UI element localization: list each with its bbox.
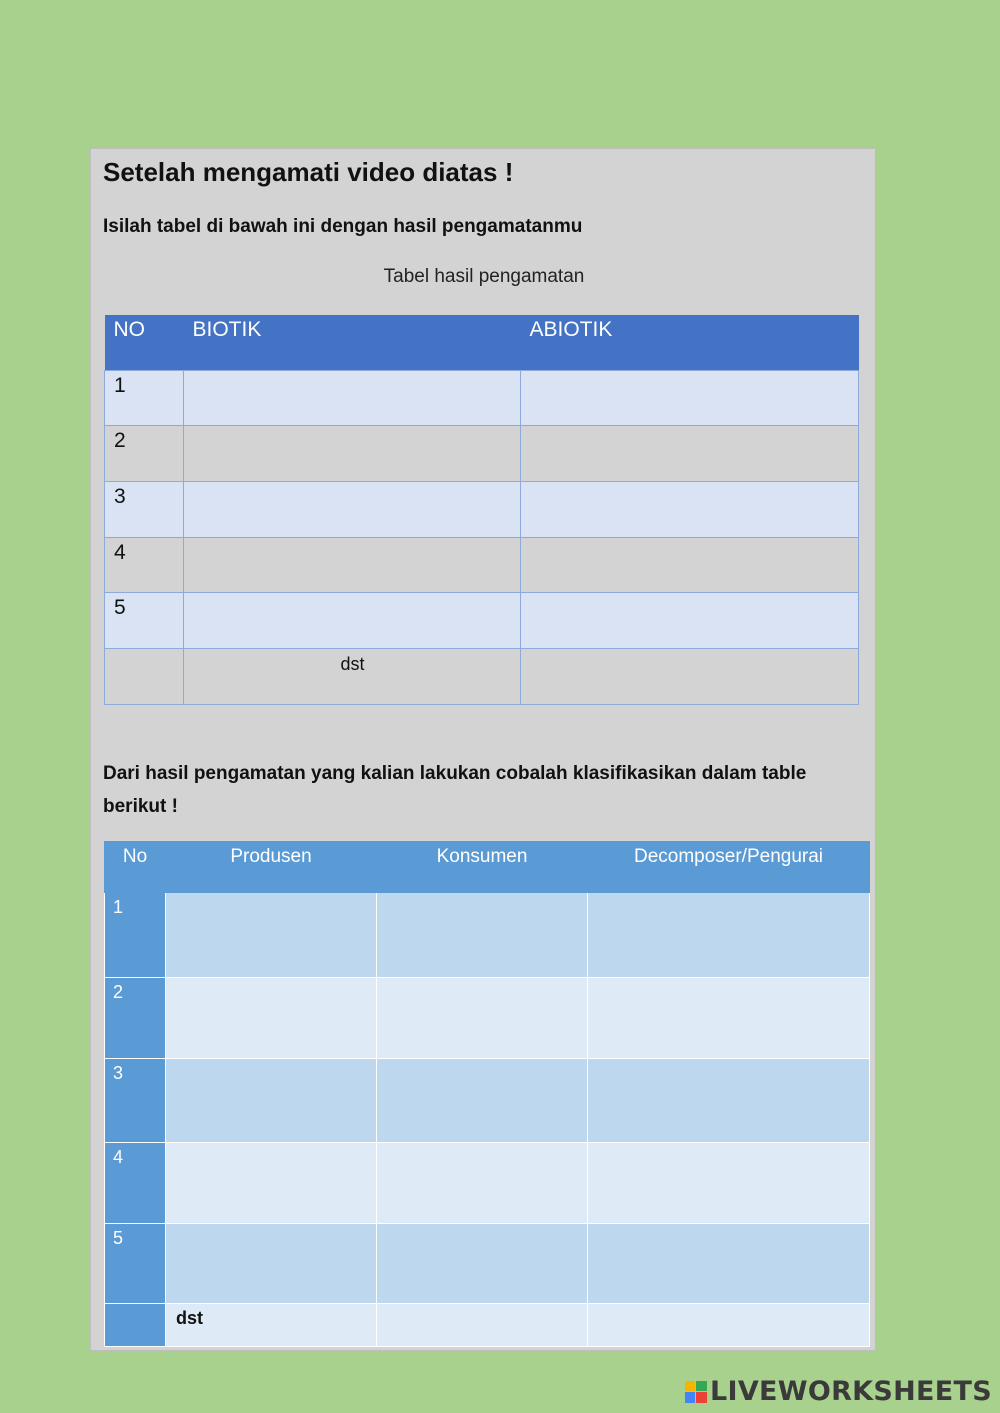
konsumen-cell[interactable] <box>377 893 588 978</box>
table-header-row <box>105 842 870 893</box>
konsumen-cell[interactable] <box>377 1224 588 1304</box>
row-number <box>105 648 184 704</box>
abiotik-cell[interactable] <box>521 370 859 426</box>
row-number: 3 <box>105 1059 166 1143</box>
abiotik-cell[interactable] <box>521 648 859 704</box>
decomposer-cell[interactable] <box>588 1059 870 1143</box>
abiotik-cell[interactable] <box>521 593 859 649</box>
table-row <box>105 593 859 649</box>
konsumen-cell[interactable] <box>377 1304 588 1347</box>
table-caption: Tabel hasil pengamatan <box>383 266 585 287</box>
header-no: NO <box>105 315 184 370</box>
classification-table <box>104 841 870 1347</box>
table-header-row <box>105 315 859 370</box>
decomposer-cell[interactable] <box>588 1143 870 1224</box>
table-row <box>105 1304 870 1347</box>
liveworksheets-logo <box>685 1376 992 1407</box>
produsen-cell[interactable] <box>166 1059 377 1143</box>
abiotik-cell[interactable] <box>521 537 859 593</box>
header-biotik: BIOTIK <box>184 315 521 370</box>
konsumen-cell[interactable] <box>377 1143 588 1224</box>
logo-text: LIVEWORKSHEETS <box>709 1376 992 1407</box>
biotik-cell[interactable] <box>184 593 521 649</box>
abiotik-cell[interactable] <box>521 481 859 537</box>
produsen-cell[interactable] <box>166 1224 377 1304</box>
header-produsen: Produsen <box>166 842 377 893</box>
header-konsumen: Konsumen <box>377 842 588 893</box>
dst-label: dst <box>184 648 521 704</box>
row-number: 5 <box>105 1224 166 1304</box>
row-number: 5 <box>105 593 184 649</box>
table-row <box>105 537 859 593</box>
row-number: 2 <box>105 978 166 1059</box>
biotik-cell[interactable] <box>184 537 521 593</box>
instruction-text: Isilah tabel di bawah ini dengan hasil pengamatanmu <box>103 216 583 237</box>
konsumen-cell[interactable] <box>377 978 588 1059</box>
table-row <box>105 1059 870 1143</box>
row-number <box>105 1304 166 1347</box>
row-number: 4 <box>105 1143 166 1224</box>
decomposer-cell[interactable] <box>588 978 870 1059</box>
classification-instruction: Dari hasil pengamatan yang kalian lakukan cobalah klasifikasikan dalam table berikut ! <box>103 763 807 817</box>
table-row <box>105 648 859 704</box>
table-row <box>105 426 859 482</box>
header-no: No <box>105 842 166 893</box>
table-row <box>105 893 870 978</box>
liveworksheets-logo-icon <box>685 1381 707 1403</box>
table-row <box>105 481 859 537</box>
row-number: 1 <box>105 893 166 978</box>
biotik-cell[interactable] <box>184 370 521 426</box>
row-number: 1 <box>105 370 184 426</box>
decomposer-cell[interactable] <box>588 1224 870 1304</box>
biotik-cell[interactable] <box>184 481 521 537</box>
page-title: Setelah mengamati video diatas ! <box>103 157 514 187</box>
worksheet-panel <box>90 148 876 1351</box>
abiotik-cell[interactable] <box>521 426 859 482</box>
konsumen-cell[interactable] <box>377 1059 588 1143</box>
table-row <box>105 978 870 1059</box>
table-row <box>105 1224 870 1304</box>
observation-table <box>104 315 859 705</box>
row-number: 4 <box>105 537 184 593</box>
header-decomposer: Decomposer/Pengurai <box>588 842 870 893</box>
row-number: 2 <box>105 426 184 482</box>
produsen-cell[interactable] <box>166 893 377 978</box>
table-row <box>105 370 859 426</box>
produsen-cell[interactable] <box>166 978 377 1059</box>
header-abiotik: ABIOTIK <box>521 315 859 370</box>
row-number: 3 <box>105 481 184 537</box>
decomposer-cell[interactable] <box>588 893 870 978</box>
produsen-cell[interactable] <box>166 1143 377 1224</box>
table-row <box>105 1143 870 1224</box>
dst-label: dst <box>166 1304 377 1347</box>
decomposer-cell[interactable] <box>588 1304 870 1347</box>
biotik-cell[interactable] <box>184 426 521 482</box>
